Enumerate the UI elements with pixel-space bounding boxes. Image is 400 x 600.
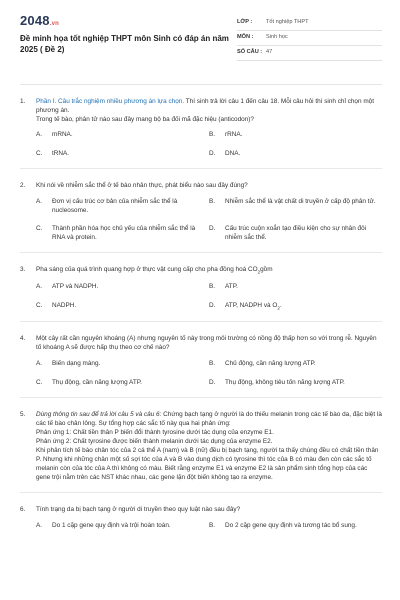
question-number: 4. [20,335,26,343]
question-3 [20,253,382,322]
question-number: 1. [20,98,26,105]
answer-option-b[interactable]: B. rRNA. [209,131,243,139]
answer-list [36,282,382,312]
answer-option-a[interactable]: A. Do 1 cặp gene quy định và trội hoàn toàn. [36,521,171,529]
passage-line: Khi phân tích tế bào chân tóc của 2 cá thể A (nam) và B (nữ) đều bị bạch tạng, người ta thấy chúng đều có chất tiền thân P. Nhưng khi những chân một số sợi tóc của A và B vào dung dịch có tyrosine thì tóc của B có màu đen còn các sắc tố melanin còn của tóc của A thì không có màu. Biết rằng enzyme E1 và enzyme E2 là sản phẩm sinh tổng hợp của các gene trội nằm trên các NST khác nhau, các gene lặn đột biến không tạo ra enzyme. [36,447,379,482]
answer-option-c[interactable]: C. Thành phần hóa học chủ yếu của nhiễm sắc thể là RNA và protein. [36,224,196,241]
meta-value: Sinh học [266,33,288,40]
question-1 [20,85,382,169]
answer-option-d[interactable]: D. ATP, NADPH và $O_2$. [209,301,282,310]
question-4 [20,322,382,397]
part-title: Phần I. Câu trắc nghiệm nhiều phương án lựa chọn. [36,98,185,105]
question-2 [20,169,382,252]
brand-block [20,14,230,56]
question-stem: Khi nói về nhiễm sắc thể ở tế bào nhân thực, phát biểu nào sau đây đúng? [36,182,248,190]
question-5 [20,398,382,494]
meta-label: SỐ CÂU : [237,48,263,55]
question-stem: Trong tế bào, phân tử nào sau đây mang bộ ba đối mã đặc hiệu (anticodon)? [36,116,254,124]
meta-label: LỚP : [237,19,253,25]
answer-list [36,197,382,242]
answer-option-c[interactable]: C. tRNA. [36,150,70,158]
answer-option-b[interactable]: B. Nhiễm sắc thể là vật chất di truyền ở cấp độ phân tử. [209,197,376,205]
passage-line: Phản ứng 2: Chất tyrosine được biến thành melanin dưới tác dụng của enzyme E2. [36,438,273,445]
meta-row-subject [237,31,382,46]
exam-meta [237,16,382,61]
document-header [20,14,382,76]
answer-option-d[interactable]: D. Cấu trúc cuộn xoắn tạo điều kiện cho sự nhân đôi nhiễm sắc thể. [209,224,367,241]
answer-option-c[interactable]: C. Thụ động, cần năng lượng ATP. [36,378,142,386]
document-title: Đề minh họa tốt nghiệp THPT môn Sinh có đáp án năm 2025 ( Đề 2) [20,34,229,55]
question-6 [20,493,382,539]
answer-option-a[interactable]: A. Đơn vị cấu trúc cơ bản của nhiễm sắc thể là nucleosome. [36,197,178,214]
question-number: 2. [20,182,26,190]
site-logo[interactable]: 2048.vn [20,13,60,28]
question-stem: Pha sáng của quá trình quang hợp ở thực vật cung cấp cho pha đồng hoá $CO_2gồm$ [36,265,273,275]
passage-intro: Dùng thông tin sau để trả lời câu 5 và câu 6: Chứng bạch tạng ở người là do thiếu melanin trong các tế bào da, đặc biệt là các tế bào chân lông. Sự tổng hợp các sắc tố này qua hai phản ứng: [36,410,382,427]
answer-option-d[interactable]: D. DNA. [209,150,241,158]
question-stem: Tính trạng da bị bạch tạng ở người di truyền theo quy luật nào sau đây? [36,506,241,514]
answer-list [36,359,382,387]
answer-option-a[interactable]: A. ATP và NADPH. [36,282,99,290]
passage-line: Phản ứng 1: Chất tiền thân P biến đổi thành tyrosine dưới tác dụng của enzyme E1. [36,428,274,436]
question-number: 3. [20,265,26,273]
meta-value: 47 [266,48,273,55]
meta-row-class [237,16,382,31]
meta-row-count [237,46,382,61]
answer-option-b[interactable]: B. ATP. [209,282,238,290]
part-intro: Thí sinh trả lời câu 1 đến câu 18. Mỗi câu hỏi thí sinh chỉ chọn một phương án. [36,98,374,115]
answer-option-c[interactable]: C. NADPH. [36,301,77,309]
question-stem: Một cây rất cần nguyên khoáng (A) nhưng nguyên tố này trong môi trường có nồng độ thấp hơn so với trong rễ. Nguyên tố khoáng A sẽ được hấp thụ theo cơ chế nào? [36,335,377,352]
answer-option-b[interactable]: B. Do 2 cặp gene quy định và tương tác bổ sung. [209,521,357,529]
question-number: 6. [20,506,26,514]
answer-option-b[interactable]: B. Chủ động, cần năng lượng ATP. [209,359,316,367]
answer-option-a[interactable]: A. Biến dạng màng. [36,359,101,367]
answer-option-a[interactable]: A. mRNA. [36,131,73,139]
meta-label: MÔN : [237,33,254,40]
meta-value: Tốt nghiệp THPT [266,19,309,25]
question-number: 5. [20,410,26,418]
answer-option-d[interactable]: D. Thụ động, không tiêu tốn năng lượng ATP. [209,378,345,386]
answer-list [36,521,382,530]
answer-list [36,130,382,158]
